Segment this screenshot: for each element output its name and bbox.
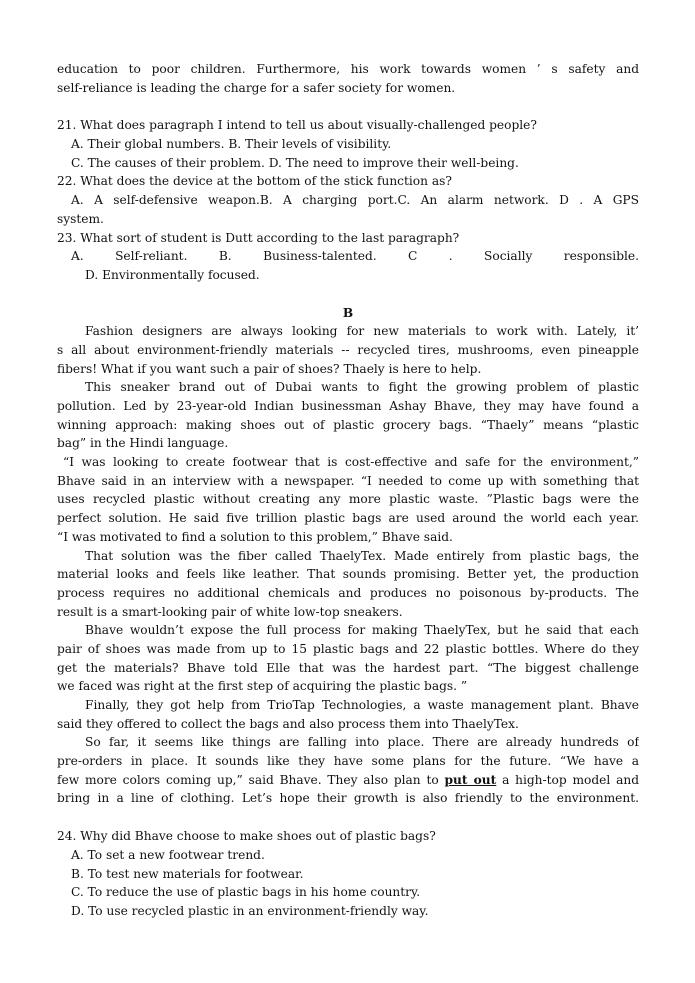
- passage-line: bag” in the Hindi language.: [57, 436, 229, 451]
- intro-line: education to poor children. Furthermore, his work towards women ’ s safety and: [57, 62, 639, 76]
- passage-line: we faced was right at the first step of acquiring the plastic bags. ”: [57, 679, 468, 694]
- passage-line-with-underline: [57, 771, 639, 790]
- passage-line: fibers! What if you want such a pair of shoes? Thaely is here to help.: [57, 361, 482, 376]
- passage-line: uses recycled plastic without creating any more plastic waste. ”Plastic bags were the: [57, 492, 639, 507]
- question-24-option-b: B. To test new materials for footwear.: [71, 866, 304, 881]
- passage-line: pair of shoes was made from up to 15 plastic bags and 22 plastic bottles. Where do they: [57, 641, 639, 656]
- question-24-option-d: D. To use recycled plastic in an environment-friendly way.: [71, 903, 429, 918]
- spacer: [57, 285, 639, 304]
- question-23-options-abc: A. Self-reliant. B. Business-talented. C . Socially responsible.: [71, 249, 639, 264]
- passage-line: material looks and feels like leather. That sounds promising. Better yet, the production: [57, 567, 639, 582]
- question-22-options-cont: system.: [57, 211, 104, 226]
- question-21-stem: 21. What does paragraph I intend to tell us about visually-challenged people?: [57, 118, 537, 133]
- question-24-stem: 24. Why did Bhave choose to make shoes out of plastic bags?: [57, 829, 436, 844]
- passage-line: pre-orders in place. It sounds like they have some plans for the future. “We have a: [57, 754, 639, 769]
- passage-line: pollution. Led by 23-year-old Indian businessman Ashay Bhave, they may have found a: [57, 399, 639, 413]
- question-22-options: A. A self-defensive weapon.B. A charging port.C. An alarm network. D . A GPS: [71, 193, 639, 208]
- question-22-stem: 22. What does the device at the bottom of the stick function as?: [57, 174, 452, 189]
- passage-text: few more colors coming up,” said Bhave. They also plan to: [57, 772, 445, 787]
- passage-line: Fashion designers are always looking for new materials to work with. Lately, it’: [85, 324, 639, 339]
- question-21-options-cd: C. The causes of their problem. D. The need to improve their well-being.: [71, 155, 519, 170]
- passage-line: Bhave wouldn’t expose the full process for making ThaelyTex, but he said that each: [85, 623, 639, 638]
- passage-line: “I was motivated to find a solution to this problem,” Bhave said.: [57, 529, 453, 544]
- passage-line: winning approach: making shoes out of plastic grocery bags. “Thaely” means “plastic: [57, 417, 639, 432]
- spacer: [57, 97, 639, 116]
- underlined-phrase: put out: [444, 772, 497, 787]
- question-24-option-c: C. To reduce the use of plastic bags in his home country.: [71, 885, 421, 900]
- passage-line: process requires no additional chemicals and produces no poisonous by-products. The: [57, 585, 639, 600]
- passage-line: Bhave said in an interview with a newspaper. “I needed to come up with something that: [57, 473, 639, 488]
- question-23-option-d: D. Environmentally focused.: [85, 267, 260, 282]
- passage-line: So far, it seems like things are falling into place. There are already hundreds of: [85, 735, 639, 750]
- exam-page: [57, 60, 639, 921]
- passage-line: s all about environment-friendly materials -- recycled tires, mushrooms, even pineapple: [57, 342, 639, 357]
- passage-line: perfect solution. He said five trillion plastic bags are used around the world each year.: [57, 511, 639, 526]
- passage-line: said they offered to collect the bags and also process them into ThaelyTex.: [57, 716, 519, 731]
- passage-line: This sneaker brand out of Dubai wants to fight the growing problem of plastic: [85, 380, 639, 395]
- question-23-stem: 23. What sort of student is Dutt according to the last paragraph?: [57, 230, 460, 245]
- passage-line: get the materials? Bhave told Elle that was the hardest part. “The biggest challenge: [57, 660, 639, 675]
- question-24-option-a: A. To set a new footwear trend.: [71, 847, 265, 862]
- passage-text: a high-top model and: [496, 772, 639, 787]
- passage-line: bring in a line of clothing. Let’s hope their growth is also friendly to the environment.: [57, 791, 639, 806]
- section-title: B: [342, 305, 354, 320]
- passage-line: result is a smart-looking pair of white low-top sneakers.: [57, 604, 403, 619]
- passage-line: That solution was the fiber called ThaelyTex. Made entirely from plastic bags, the: [85, 548, 639, 563]
- passage-line: “I was looking to create footwear that is cost-effective and safe for the environment,”: [63, 455, 639, 470]
- question-21-options-ab: A. Their global numbers. B. Their levels of visibility.: [71, 137, 392, 152]
- spacer: [57, 808, 639, 827]
- intro-line: self-reliance is leading the charge for a safer society for women.: [57, 80, 456, 95]
- passage-line: Finally, they got help from TrioTap Technologies, a waste management plant. Bhave: [85, 698, 639, 712]
